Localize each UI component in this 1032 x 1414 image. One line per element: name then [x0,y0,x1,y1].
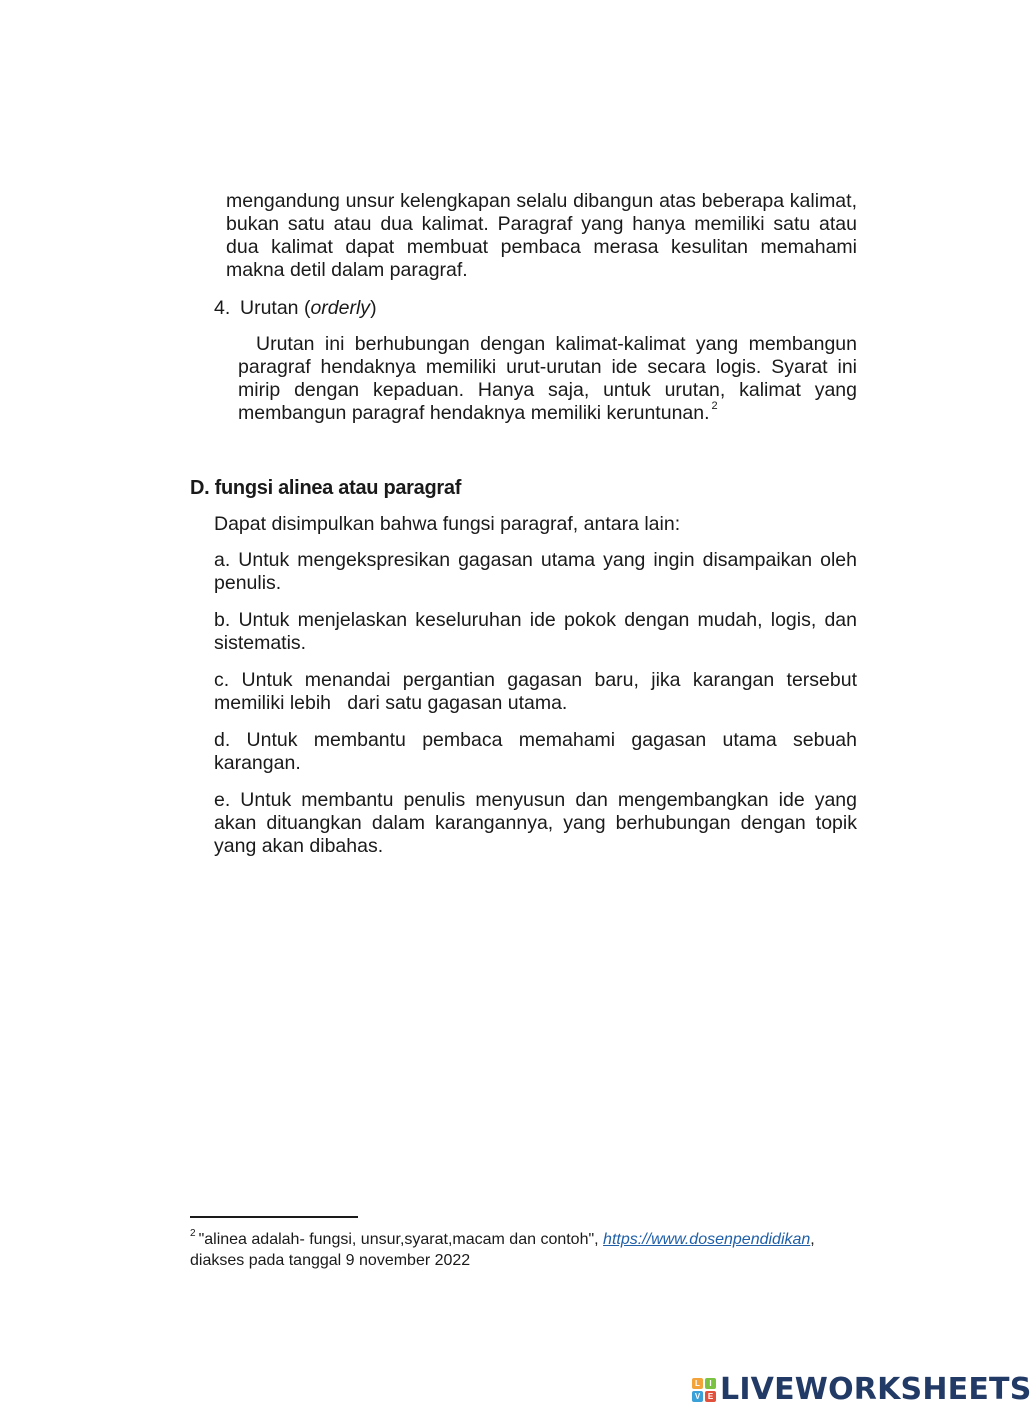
list-item: a. Untuk mengekspresikan gagasan utama yang ingin disampaikan oleh penulis. [214,549,857,594]
footnote-number: 2 [190,1228,196,1239]
logo-tile-e: E [705,1391,716,1402]
logo-tile-l: L [692,1378,703,1389]
footnote-link[interactable]: https://www.dosenpendidikan [603,1231,811,1248]
liveworksheets-logo [692,1373,1032,1407]
footnote [190,1229,870,1271]
urutan-paragraph [238,333,857,425]
list-item-urutan [214,297,377,320]
item-label: Urutan [240,297,304,319]
footnote-ref[interactable]: 2 [711,400,718,412]
footnote-access-date: diakses pada tanggal 9 november 2022 [190,1252,471,1269]
section-intro: Dapat disimpulkan bahwa fungsi paragraf, antara lain: [214,513,681,535]
liveworksheets-icon [692,1378,716,1402]
logo-tile-i: I [705,1378,716,1389]
logo-tile-v: V [692,1391,703,1402]
urutan-paragraph-text: Urutan ini berhubungan dengan kalimat-kalimat yang membangun paragraf hendaknya memiliki urut-urutan ide secara logis. Syarat ini mirip dengan kepaduan. Hanya saja, untuk urutan, kalimat yang membangun paragraf hendaknya memiliki keruntunan. [238,333,857,424]
paren-close: ) [370,297,377,319]
function-list [214,549,863,872]
list-item: c. Untuk menandai pergantian gagasan baru, jika karangan tersebut memiliki lebih dari satu gagasan utama. [214,669,863,714]
list-item: e. Untuk membantu penulis menyusun dan mengembangkan ide yang akan dituangkan dalam karangannya, yang berhubungan dengan topik yang akan dibahas. [214,789,857,857]
item-number: 4. [214,297,231,319]
brand-name: LIVEWORKSHEETS [720,1372,1032,1407]
paren-open: ( [303,297,311,319]
continuation-paragraph: mengandung unsur kelengkapan selalu dibangun atas beberapa kalimat, bukan satu atau dua kalimat. Paragraf yang hanya memiliki satu atau dua kalimat dapat membuat pembaca merasa kesulitan memahami makna detil dalam paragraf. [226,190,857,281]
list-item: d. Untuk membantu pembaca memahami gagasan utama sebuah karangan. [214,729,857,774]
item-label-italic: orderly [310,297,371,319]
footnote-text: "alinea adalah- fungsi, unsur,syarat,macam dan contoh", [198,1231,604,1248]
footnote-separator [190,1216,358,1218]
list-item: b. Untuk menjelaskan keseluruhan ide pokok dengan mudah, logis, dan sistematis. [214,609,857,654]
footnote-comma: , [810,1231,815,1248]
section-heading: D. fungsi alinea atau paragraf [190,477,462,499]
